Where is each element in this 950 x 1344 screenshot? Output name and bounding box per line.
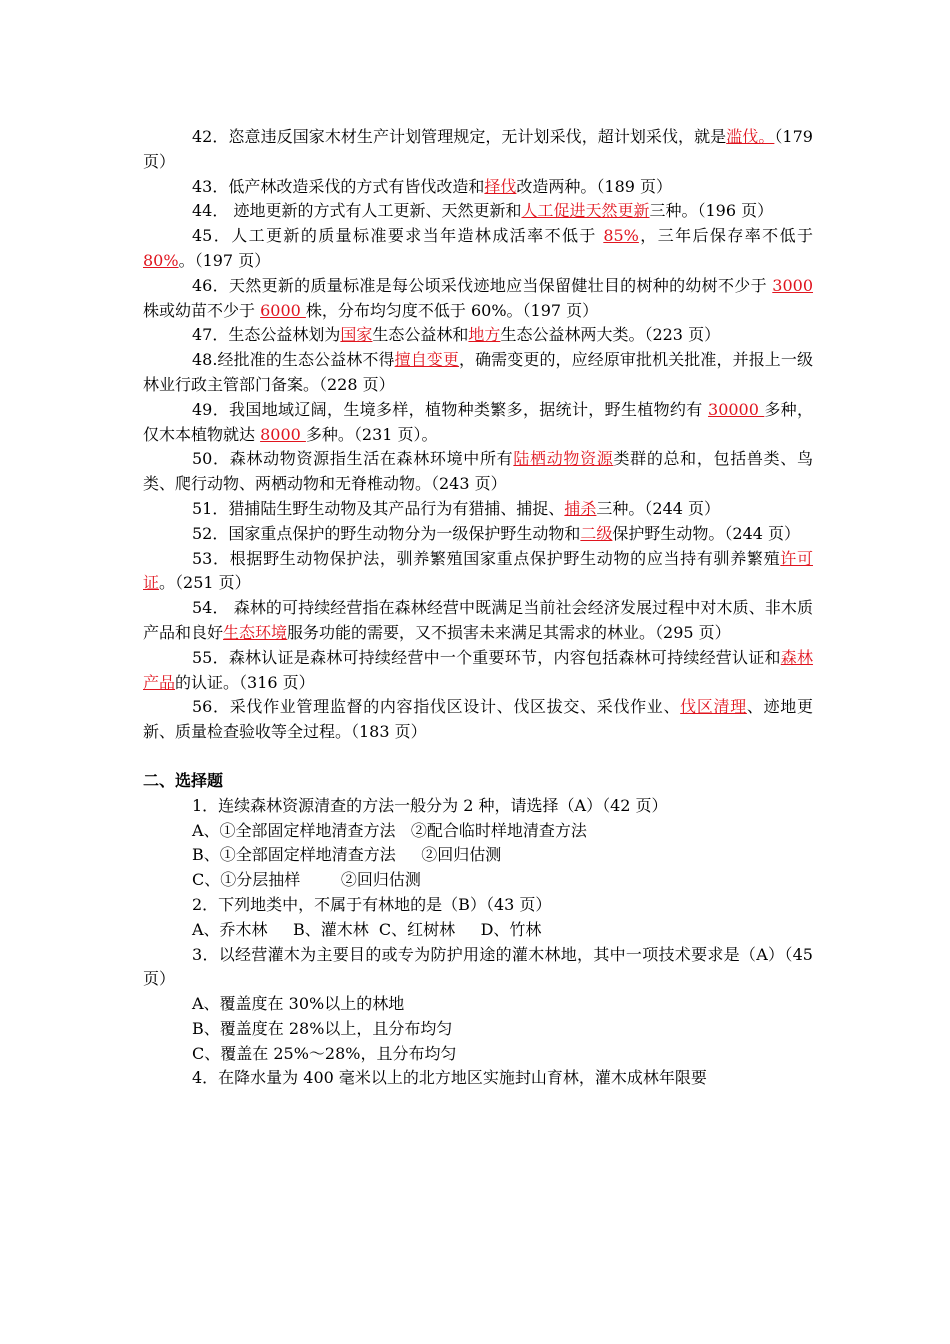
answer-text: 国家: [340, 325, 373, 345]
question-text: 我国地域辽阔，生境多样，植物种类繁多，据统计，野生植物约有: [229, 399, 709, 419]
fill-question: [143, 125, 813, 175]
answer-text: 择伐: [484, 176, 517, 196]
question-text: 森林动物资源指生活在森林环境中所有: [229, 449, 514, 469]
question-number: 53．: [192, 548, 230, 568]
fill-question: [143, 522, 813, 547]
question-text: 生态公益林划为: [228, 325, 341, 345]
answer-text: 陆栖动物资源: [513, 449, 614, 469]
answer-text: 85%: [603, 226, 639, 246]
answer-text: 6000: [260, 300, 306, 320]
question-number: 46．: [192, 275, 229, 295]
question-text: 株，分布均匀度不低于 60%。（197 页）: [305, 300, 599, 320]
fill-in-answers: [143, 125, 813, 745]
choice-option: B、覆盖度在 28%以上，且分布均匀: [192, 1018, 453, 1038]
choice-option: A、乔木林 B、灌木林 C、红树林 D、竹林: [192, 919, 542, 939]
choice-option: B、①全部固定样地清查方法 ②回归估测: [192, 845, 502, 865]
question-text: 森林认证是森林可持续经营中一个重要环节，内容包括森林可持续经营认证和: [228, 647, 781, 667]
answer-text: 8000: [260, 424, 306, 444]
question-text: 服务功能的需要，又不损害未来满足其需求的林业。（295 页）: [287, 622, 731, 642]
answer-text: 地方: [468, 325, 501, 345]
question-text: 生态公益林和: [372, 325, 469, 345]
question-text: 多种，仅木本植物就达: [143, 399, 814, 444]
question-text: 人工更新的质量标准要求当年造林成活率不低于: [231, 226, 604, 246]
question-text: 经批准的生态公益林不得: [217, 350, 395, 370]
fill-question: [143, 646, 813, 696]
question-text: 天然更新的质量标准是每公顷采伐迹地应当保留健壮目的树种的幼树不少于: [228, 275, 773, 295]
question-number: 52．: [192, 523, 229, 543]
question-number: 49．: [192, 399, 230, 419]
fill-question: [143, 175, 813, 200]
choice-question: 2．下列地类中，不属于有林地的是（B）（43 页）: [192, 894, 552, 914]
question-text: 国家重点保护的野生动物分为一级保护野生动物和: [228, 523, 581, 543]
question-text: （179 页）: [143, 127, 813, 171]
fill-question: [143, 348, 813, 398]
answer-text: 捕杀: [564, 498, 597, 518]
answer-text: 3000: [772, 275, 813, 295]
question-number: 50．: [192, 449, 230, 469]
question-number: 56．: [192, 697, 230, 717]
fill-question: [143, 199, 813, 224]
choice-question: 3．以经营灌木为主要目的或专为防护用途的灌木林地，其中一项技术要求是（A）（45 页）: [143, 944, 813, 989]
question-number: 48.: [192, 350, 218, 370]
choice-option: C、①分层抽样 ②回归估测: [192, 870, 421, 890]
answer-text: 生态环境: [223, 622, 288, 642]
question-text: 三种。（196 页）: [649, 201, 774, 221]
question-number: 54．: [192, 598, 229, 618]
fill-question: [143, 224, 813, 274]
fill-question: [143, 398, 813, 448]
answer-text: 80%: [143, 250, 179, 270]
question-text: ，确需变更的，应经原审批机关批准，并报上一级林业行政主管部门备案。（228 页）: [143, 350, 813, 394]
question-text: 迹地更新的方式有人工更新、天然更新和: [228, 201, 522, 221]
fill-question: [143, 274, 813, 324]
answer-text: 二级: [580, 523, 613, 543]
fill-question: [143, 497, 813, 522]
answer-text: 伐区清理: [680, 697, 747, 717]
question-text: 生态公益林两大类。（223 页）: [500, 325, 721, 345]
question-text: 森林的可持续经营指在森林经营中既满足当前社会经济发展过程中对木质、非木质产品和良好: [143, 598, 813, 642]
fill-question: [143, 547, 813, 597]
fill-question: [143, 596, 813, 646]
question-text: 采伐作业管理监督的内容指伐区设计、伐区拔交、采伐作业、: [229, 697, 681, 717]
document-page: [143, 125, 813, 1091]
fill-question: [143, 695, 813, 745]
question-number: 55．: [192, 647, 229, 667]
question-text: 根据野生动物保护法，驯养繁殖国家重点保护野生动物的应当持有驯养繁殖: [229, 548, 781, 568]
answer-text: 30000: [708, 399, 765, 419]
question-text: 的认证。（316 页）: [175, 672, 315, 692]
fill-question: [143, 447, 813, 497]
choice-question: 1．连续森林资源清查的方法一般分为 2 种，请选择（A）（42 页）: [192, 795, 668, 815]
question-text: 恣意违反国家木材生产计划管理规定，无计划采伐，超计划采伐，就是: [228, 127, 727, 146]
question-number: 51．: [192, 498, 229, 518]
question-text: 。（197 页）: [178, 250, 271, 270]
question-number: 42．: [192, 127, 229, 146]
question-text: ，三年后保存率不低于: [638, 226, 813, 246]
question-text: 低产林改造采伐的方式有皆伐改造和: [228, 176, 485, 196]
fill-question: [143, 323, 813, 348]
answer-text: 人工促进天然更新: [521, 201, 650, 221]
multiple-choice-questions: [143, 794, 813, 1092]
question-number: 47．: [192, 325, 229, 345]
question-number: 43．: [192, 176, 229, 196]
question-text: 保护野生动物。（244 页）: [612, 523, 801, 543]
choice-option: C、覆盖在 25%～28%，且分布均匀: [192, 1043, 457, 1063]
choice-option: A、①全部固定样地清查方法 ②配合临时样地清查方法: [192, 820, 587, 840]
section-title: 二、选择题: [143, 770, 224, 790]
question-text: 改造两种。（189 页）: [516, 176, 673, 196]
answer-text: 许可证: [143, 548, 813, 593]
choice-option: A、覆盖度在 30%以上的林地: [192, 994, 405, 1014]
question-text: 株或幼苗不少于: [143, 300, 261, 320]
choice-question: 4．在降水量为 400 毫米以上的北方地区实施封山育林，灌木成林年限要: [192, 1068, 707, 1088]
question-text: 猎捕陆生野生动物及其产品行为有猎捕、捕捉、: [228, 498, 565, 518]
question-number: 45．: [192, 226, 232, 246]
question-text: 、迹地更新、质量检查验收等全过程。（183 页）: [143, 697, 813, 742]
question-text: 多种。（231 页）。: [305, 424, 438, 444]
answer-text: 擅自变更: [394, 350, 459, 370]
question-number: 44．: [192, 201, 229, 221]
answer-text: 滥伐。: [726, 127, 775, 146]
question-text: 类群的总和，包括兽类、鸟类、爬行动物、两栖动物和无脊椎动物。（243 页）: [143, 449, 813, 494]
question-text: 三种。（244 页）: [596, 498, 721, 518]
answer-text: 森林产品: [143, 647, 813, 692]
question-text: 。（251 页）: [159, 573, 251, 593]
